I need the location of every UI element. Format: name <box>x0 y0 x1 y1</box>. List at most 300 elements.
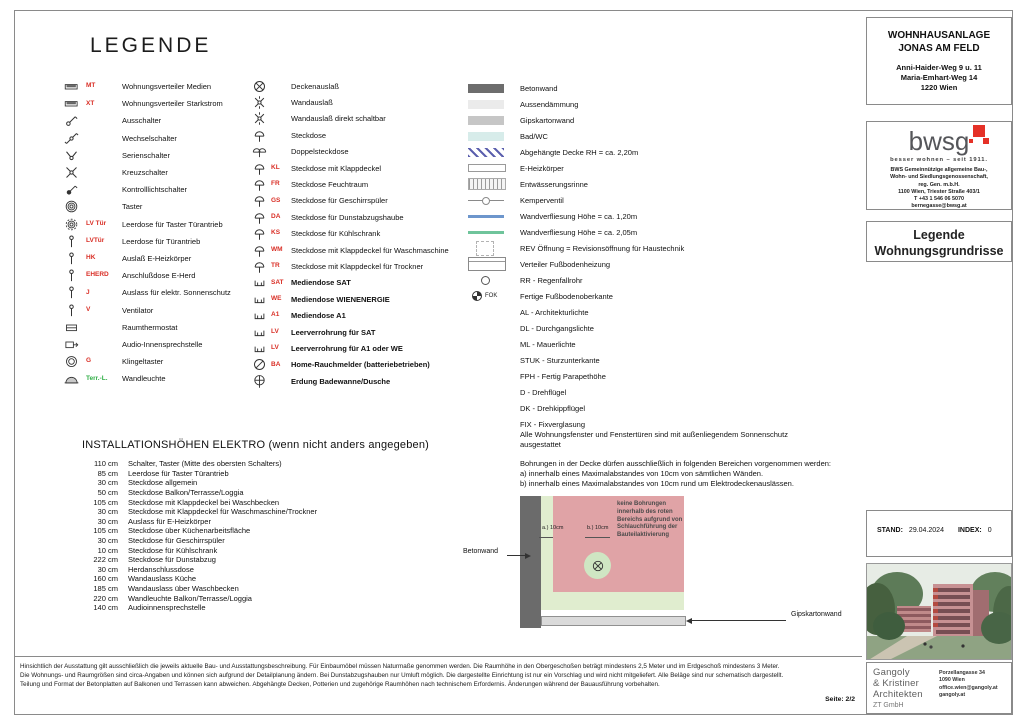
height-value: 30 cm <box>97 516 118 526</box>
swatch-fill <box>468 116 504 125</box>
legend-item <box>468 368 818 384</box>
logo-square-medium <box>983 138 989 144</box>
project-address: Anni-Haider-Weg 9 u. 11 Maria-Emhart-Weg 14 1220 Wien <box>896 63 982 93</box>
legend-item-label: Audio-Innensprechstelle <box>122 339 203 349</box>
table-row <box>82 459 442 469</box>
project-photo <box>866 563 1012 660</box>
architect-box <box>866 662 1012 714</box>
legend-item <box>247 193 467 209</box>
legend-item <box>56 181 252 198</box>
legend-item-label: Leerverrohrung für A1 oder WE <box>291 343 403 353</box>
concrete-wall <box>520 496 541 628</box>
legend-item-label: Wohnungsverteiler Medien <box>122 82 212 92</box>
legend-item <box>56 130 252 147</box>
legend-item <box>247 144 467 160</box>
legend-swatch <box>468 231 520 234</box>
legend-swatch <box>468 178 520 190</box>
legend-item <box>56 164 252 181</box>
legend-item <box>247 357 467 373</box>
legend-symbol-icon <box>247 292 271 307</box>
concrete-wall-arrow <box>507 555 529 556</box>
height-value: 185 cm <box>93 584 118 594</box>
height-label: Auslass für E-Heizkörper <box>128 516 211 526</box>
legend-item <box>247 291 467 307</box>
legend-item-label: Wandleuchte <box>122 374 166 384</box>
height-label: Steckdose mit Klappdeckel bei Waschbecken <box>128 497 280 507</box>
legend-swatch <box>468 324 520 333</box>
legend-item-label: Wandverfliesung Höhe = ca. 2,05m <box>520 227 638 237</box>
legend-symbol-code: Terr.-L. <box>86 374 108 382</box>
legend-swatch <box>468 215 520 218</box>
legend-symbol-icon <box>56 337 86 352</box>
footer-line-text: Hinsichtlich der Ausstattung gilt ausschließlich die jeweils aktuelle Bau- und Ausstattungsbeschreibung. Für Einbaumöbel müssen Naturmaße genommen werden. Die Raumhöhe in den Obergeschoßen beträgt mindestens 2,5 Meter und im Erdgeschoß mindestens 3 Meter. <box>20 663 780 670</box>
legend-symbol-code: HK <box>86 254 96 262</box>
legend-item-label: Verteiler Fußbodenheizung <box>520 259 611 269</box>
legend-item-label: Steckdose für Geschirrspüler <box>291 196 388 206</box>
page-title: LEGENDE <box>90 34 212 57</box>
legend-item-label: DL - Durchgangslichte <box>520 323 594 333</box>
bwsg-address-line: BWS Gemeinnützige allgemeine Bau-, <box>890 167 988 173</box>
table-row <box>82 565 442 575</box>
ceiling-outlet-icon <box>591 559 605 573</box>
legend-symbol-icon <box>56 182 86 197</box>
legend-item-label: Betonwand <box>520 83 558 93</box>
legend-swatch <box>468 257 520 271</box>
legend-item-label: Steckdose <box>291 130 327 140</box>
architect-name: Gangoly & Kristiner Architekten <box>873 667 923 700</box>
legend-item <box>468 160 818 176</box>
legend-swatch <box>468 291 520 301</box>
gypsum-wall-label: Gipskartonwand <box>791 611 842 618</box>
height-label: Steckdose für Geschirrspüler <box>128 536 225 546</box>
legend-symbol-code: LVTür <box>86 237 105 245</box>
legend-symbol-icon <box>247 243 271 258</box>
legend-swatch <box>468 241 520 256</box>
table-row <box>82 507 442 517</box>
legend-column-electrical <box>56 78 252 387</box>
legend-item <box>468 288 818 304</box>
legend-swatch <box>468 116 520 125</box>
legend-symbol-icon <box>247 111 271 126</box>
dimension-b-line <box>585 537 610 538</box>
legend-item-label: Deckenauslaß <box>291 81 339 91</box>
legend-item <box>247 226 467 242</box>
legend-item-label: Raumthermostat <box>122 322 178 332</box>
legend-item-label: DK - Drehkippflügel <box>520 403 586 413</box>
legend-item-label: Auslass für elektr. Sonnenschutz <box>122 288 231 298</box>
legend-item <box>468 128 818 144</box>
swatch-fill <box>472 291 482 301</box>
legend-swatch <box>468 148 520 157</box>
legend-item <box>56 233 252 250</box>
legend-item <box>247 127 467 143</box>
legend-item-label: Auslaß E-Heizkörper <box>122 253 192 263</box>
swatch-fill <box>468 148 504 157</box>
legend-item <box>56 370 252 387</box>
note-sonnenschutz: Alle Wohnungsfenster und Fenstertüren sind mit außenliegendem Sonnenschutz ausgestattet <box>520 430 788 450</box>
index-label: INDEX: <box>957 527 982 534</box>
table-row <box>82 478 442 488</box>
legend-item <box>56 319 252 336</box>
height-value: 10 cm <box>97 545 118 555</box>
height-label: Steckdose mit Klappdeckel für Waschmaschine/Trockner <box>128 507 318 517</box>
legend-symbol-code: GS <box>271 196 281 204</box>
legend-symbol-icon <box>56 268 86 283</box>
legend-symbol-icon <box>56 131 86 146</box>
stand-value: 29.04.2024 <box>908 527 944 534</box>
legend-symbol-icon <box>247 193 271 208</box>
legend-item-label: Kreuzschalter <box>122 168 168 178</box>
note-bohrungen-b: b) innerhalb eines Maximalabstandes von 10cm rund um Elektrodeckenauslässen. <box>520 479 794 489</box>
legend-item-label: Steckdose mit Klappdeckel für Waschmaschine <box>291 245 449 255</box>
legend-column-outlets <box>247 78 467 389</box>
legend-item <box>468 112 818 128</box>
architect-contact-line: office.wien@gangoly.at <box>939 684 998 691</box>
legend-item-label: Wechselschalter <box>122 133 177 143</box>
height-label: Steckdose für Dunstabzug <box>128 555 216 565</box>
legend-symbol-code: DA <box>271 213 281 221</box>
table-row <box>82 593 442 603</box>
legend-item <box>468 192 818 208</box>
height-label: Steckdose über Küchenarbeitsfläche <box>128 526 251 536</box>
height-value: 140 cm <box>93 603 118 613</box>
legend-symbol-icon <box>247 144 271 159</box>
legend-symbol-code: LV Tür <box>86 219 107 227</box>
legend-symbol-icon <box>56 113 86 128</box>
height-label: Steckdose Balkon/Terrasse/Loggia <box>128 488 244 498</box>
revision-row <box>877 527 1011 534</box>
document-title: Legende Wohnungsgrundrisse <box>874 228 1004 259</box>
legend-item-label: Ausschalter <box>122 116 162 126</box>
legend-symbol-code: KL <box>271 163 280 171</box>
legend-item <box>247 258 467 274</box>
legend-item <box>247 111 467 127</box>
legend-symbol-icon <box>247 226 271 241</box>
legend-item-label: Serienschalter <box>122 150 170 160</box>
legend-item-label: Aussendämmung <box>520 99 579 109</box>
legend-item <box>468 240 818 256</box>
legend-item <box>56 267 252 284</box>
legend-symbol-icon <box>56 303 86 318</box>
legend-item-label: Mediendose SAT <box>291 278 351 288</box>
legend-item-label: Entwässerungsrinne <box>520 179 588 189</box>
legend-item <box>56 95 252 112</box>
legend-symbol-icon <box>247 210 271 225</box>
legend-item <box>468 176 818 192</box>
legend-item <box>56 353 252 370</box>
legend-item-label: Steckdose Feuchtraum <box>291 180 369 190</box>
height-label: Herdanschlussdose <box>128 564 194 574</box>
index-value: 0 <box>987 527 992 534</box>
architect-contact-line: Porzellangasse 34 <box>939 670 985 676</box>
swatch-fill <box>468 164 506 172</box>
height-value: 105 cm <box>93 526 118 536</box>
height-value: 220 cm <box>93 593 118 603</box>
legend-item <box>56 112 252 129</box>
legend-item <box>56 78 252 95</box>
legend-swatch <box>468 132 520 141</box>
legend-symbol-code: BA <box>271 360 281 368</box>
height-label: Wandauslass über Waschbecken <box>128 584 239 594</box>
project-title: WOHNHAUSANLAGE JONAS AM FELD <box>887 30 991 54</box>
legend-item <box>468 256 818 272</box>
legend-item-label: ML - Mauerlichte <box>520 339 576 349</box>
table-row <box>82 555 442 565</box>
legend-symbol-icon <box>56 199 86 214</box>
bwsg-address-line: T +43 1 546 06 5070 <box>914 196 964 203</box>
swatch-fill <box>481 276 490 285</box>
swatch-fill <box>468 84 504 93</box>
height-value: 30 cm <box>97 564 118 574</box>
dimension-a-line <box>539 537 553 538</box>
architect-contact-line: gangoly.at <box>939 692 966 699</box>
legend-item <box>468 384 818 400</box>
legend-swatch <box>468 356 520 365</box>
drilling-zone-diagram <box>455 492 855 644</box>
dimension-b-label: b.) 10cm <box>587 525 609 531</box>
legend-symbol-code: J <box>86 288 90 296</box>
legend-swatch <box>468 200 520 201</box>
legend-symbol-icon <box>247 79 271 94</box>
height-label: Wandleuchte Balkon/Terrasse/Loggia <box>128 593 252 603</box>
legend-item <box>247 160 467 176</box>
legend-symbol-icon <box>247 275 271 290</box>
legend-symbol-icon <box>56 371 86 386</box>
gypsum-wall-arrow <box>688 620 786 621</box>
revision-box <box>866 510 1012 557</box>
legend-symbol-icon <box>247 95 271 110</box>
legend-symbol-icon <box>247 325 271 340</box>
legend-swatch <box>468 84 520 93</box>
height-label: Schalter, Taster (Mitte des obersten Schalters) <box>128 459 282 469</box>
footer-divider <box>14 656 862 657</box>
legend-item-label: FIX - Fixverglasung <box>520 419 586 429</box>
legend-symbol-code: MT <box>86 82 96 90</box>
legend-item <box>247 94 467 110</box>
legend-item <box>247 373 467 389</box>
legend-item-label: Leerdose für Türantrieb <box>122 236 201 246</box>
legend-item-label: Kontrolllichtschalter <box>122 185 188 195</box>
height-label: Steckdose für Kühlschrank <box>128 545 218 555</box>
legend-item-label: Home-Rauchmelder (batteriebetrieben) <box>291 360 430 370</box>
legend-symbol-icon <box>56 148 86 163</box>
footer-disclaimer <box>20 662 853 689</box>
legend-item <box>56 250 252 267</box>
legend-item <box>247 340 467 356</box>
legend-item <box>468 336 818 352</box>
legend-symbol-icon <box>56 217 86 232</box>
legend-item <box>468 96 818 112</box>
ceiling-outlet-marker <box>584 552 611 579</box>
height-value: 85 cm <box>97 468 118 478</box>
legend-swatch <box>468 308 520 317</box>
legend-item <box>468 208 818 224</box>
legend-symbol-icon <box>247 308 271 323</box>
legend-item-label: Erdung Badewanne/Dusche <box>291 376 391 386</box>
logo-square-small <box>969 139 973 143</box>
swatch-fill <box>468 132 504 141</box>
swatch-fill <box>468 100 504 109</box>
legend-swatch <box>468 340 520 349</box>
legend-symbol-icon <box>247 161 271 176</box>
legend-item <box>247 176 467 192</box>
bwsg-tagline: besser wohnen – seit 1911. <box>890 157 988 163</box>
legend-symbol-code: WM <box>271 245 283 253</box>
height-label: Wandauslass Küche <box>128 574 197 584</box>
swatch-fill <box>468 178 506 190</box>
legend-item-label: Wohnungsverteiler Starkstrom <box>122 99 223 109</box>
table-row <box>82 584 442 594</box>
legend-swatch <box>468 388 520 397</box>
architect-name-block <box>867 663 939 713</box>
legend-symbol-icon <box>56 96 86 111</box>
legend-symbol-code: WE <box>271 295 282 303</box>
legend-swatch <box>468 276 520 285</box>
gypsum-wall-bar <box>541 616 686 626</box>
height-label: Audioinnensprechstelle <box>128 603 206 613</box>
legend-symbol-code: KS <box>271 229 281 237</box>
legend-symbol-code: SAT <box>271 278 284 286</box>
building-rendering <box>867 564 1012 660</box>
legend-item-label: D - Drehflügel <box>520 387 567 397</box>
legend-item <box>468 320 818 336</box>
legend-symbol-code: LV <box>271 327 279 335</box>
legend-symbol-icon <box>56 251 86 266</box>
note-bohrungen <box>520 459 860 489</box>
height-value: 160 cm <box>93 574 118 584</box>
legend-item-label: Steckdose mit Klappdeckel <box>291 163 382 173</box>
legend-item <box>56 147 252 164</box>
legend-item-label: Steckdose mit Klappdeckel für Trockner <box>291 261 424 271</box>
legend-swatch <box>468 100 520 109</box>
concrete-wall-label: Betonwand <box>463 548 499 555</box>
legend-item-label: Leerverrohrung für SAT <box>291 327 376 337</box>
swatch-code: FOK <box>485 293 498 299</box>
table-row <box>82 488 442 498</box>
legend-item <box>468 144 818 160</box>
installation-heights-table <box>82 459 442 613</box>
height-label: Leerdose für Taster Türantrieb <box>128 468 229 478</box>
diagram-note: keine Bohrungen innerhalb des roten Bereichs aufgrund von Schlauchführung der Bauteilaktivierung <box>617 501 683 539</box>
swatch-fill <box>476 241 494 256</box>
legend-item <box>468 352 818 368</box>
legend-item <box>56 336 252 353</box>
legend-item-label: Steckdose für Dunstabzugshaube <box>291 212 404 222</box>
bwsg-address-line: bernegasse@bwsg.at <box>911 203 967 210</box>
stand-label: STAND: <box>877 527 903 534</box>
legend-item-label: Taster <box>122 202 143 212</box>
height-value: 30 cm <box>97 536 118 546</box>
legend-item-label: Leerdose für Taster Türantrieb <box>122 219 223 229</box>
legend-swatch <box>468 372 520 381</box>
legend-symbol-code: LV <box>271 344 279 352</box>
legend-item <box>468 224 818 240</box>
legend-item <box>468 400 818 416</box>
legend-item <box>247 324 467 340</box>
height-label: Steckdose allgemein <box>128 478 198 488</box>
swatch-fill <box>468 200 504 201</box>
legend-item-label: Anschlußdose E-Herd <box>122 271 196 281</box>
legend-symbol-code: A1 <box>271 311 280 319</box>
legend-symbol-icon <box>247 128 271 143</box>
legend-symbol-icon <box>247 177 271 192</box>
table-row <box>82 526 442 536</box>
legend-item <box>56 216 252 233</box>
legend-item-label: Wandauslaß <box>291 98 333 108</box>
legend-item-label: STUK - Sturzunterkante <box>520 355 600 365</box>
note-bohrungen-intro: Bohrungen in der Decke dürfen ausschließlich in folgenden Bereichen vorgenommen werden: <box>520 459 832 468</box>
height-value: 110 cm <box>93 459 118 469</box>
legend-item-label: E-Heizkörper <box>520 163 564 173</box>
architect-contact <box>939 663 998 713</box>
legend-symbol-icon <box>56 165 86 180</box>
legend-symbol-icon <box>56 354 86 369</box>
legend-symbol-code: G <box>86 357 92 365</box>
legend-item <box>56 284 252 301</box>
legend-symbol-icon <box>56 285 86 300</box>
legend-symbol-icon <box>247 374 271 389</box>
bwsg-address-line: 1100 Wien, Triester Straße 403/1 <box>898 188 980 195</box>
legend-item-label: Gipskartonwand <box>520 115 575 125</box>
footer-line-text: Die Wohnungs- und Raumgrößen sind circa-Angaben und können sich aufgrund der Detailplanung ändern. Bei Dunstabzugshauben nur Umluft möglich. Die dargestellte Einrichtung ist nur ein Vorschlag und wird nicht mitgeliefert. Alle Beläge sind nur schematisch dargestellt. <box>20 672 784 680</box>
legend-swatch <box>468 420 520 429</box>
swatch-fill <box>468 257 506 271</box>
height-value: 50 cm <box>97 488 118 498</box>
legend-item-label: FPH - Fertig Parapethöhe <box>520 371 606 381</box>
height-value: 30 cm <box>97 478 118 488</box>
legend-item <box>468 80 818 96</box>
note-bohrungen-a: a) innerhalb eines Maximalabstandes von 10cm von sämtlichen Wänden. <box>520 469 764 479</box>
legend-item-label: Kemperventil <box>520 195 564 205</box>
legend-symbol-code: XT <box>86 99 95 107</box>
installation-heights-title: INSTALLATIONSHÖHEN ELEKTRO (wenn nicht anders angegeben) <box>82 439 430 451</box>
table-row <box>82 469 442 479</box>
page-number: Seite: 2/2 <box>825 696 855 703</box>
swatch-fill <box>468 231 504 234</box>
legend-item <box>468 272 818 288</box>
logo-square-large <box>973 125 985 137</box>
architect-contact-line: 1090 Wien <box>939 677 965 684</box>
bwsg-address <box>867 167 1011 211</box>
legend-symbol-code: FR <box>271 180 280 188</box>
legend-symbol-icon <box>56 79 86 94</box>
table-row <box>82 517 442 527</box>
developer-logo-box <box>866 121 1012 210</box>
legend-symbol-icon <box>56 234 86 249</box>
legend-item-label: Wandverfliesung Höhe = ca. 1,20m <box>520 211 638 221</box>
legend-item-label: Mediendose A1 <box>291 311 346 321</box>
project-title-box <box>866 17 1012 105</box>
table-row <box>82 603 442 613</box>
legend-item <box>56 301 252 318</box>
legend-symbol-icon <box>247 259 271 274</box>
document-title-box <box>866 221 1012 262</box>
bwsg-address-line: Wohn- und Siedlungsgenossenschaft, <box>890 174 988 181</box>
legend-item-label: Mediendose WIENENERGIE <box>291 294 390 304</box>
legend-item-label: Fertige Fußbodenoberkante <box>520 291 613 301</box>
height-value: 222 cm <box>93 555 118 565</box>
legend-item <box>56 198 252 215</box>
table-row <box>82 574 442 584</box>
legend-item-label: Doppelsteckdose <box>291 147 349 157</box>
height-value: 105 cm <box>93 497 118 507</box>
legend-symbol-icon <box>56 320 86 335</box>
legend-item <box>247 209 467 225</box>
legend-column-materials <box>468 80 818 432</box>
dimension-a-label: a.) 10cm <box>542 525 564 531</box>
legend-item <box>247 275 467 291</box>
legend-swatch <box>468 404 520 413</box>
